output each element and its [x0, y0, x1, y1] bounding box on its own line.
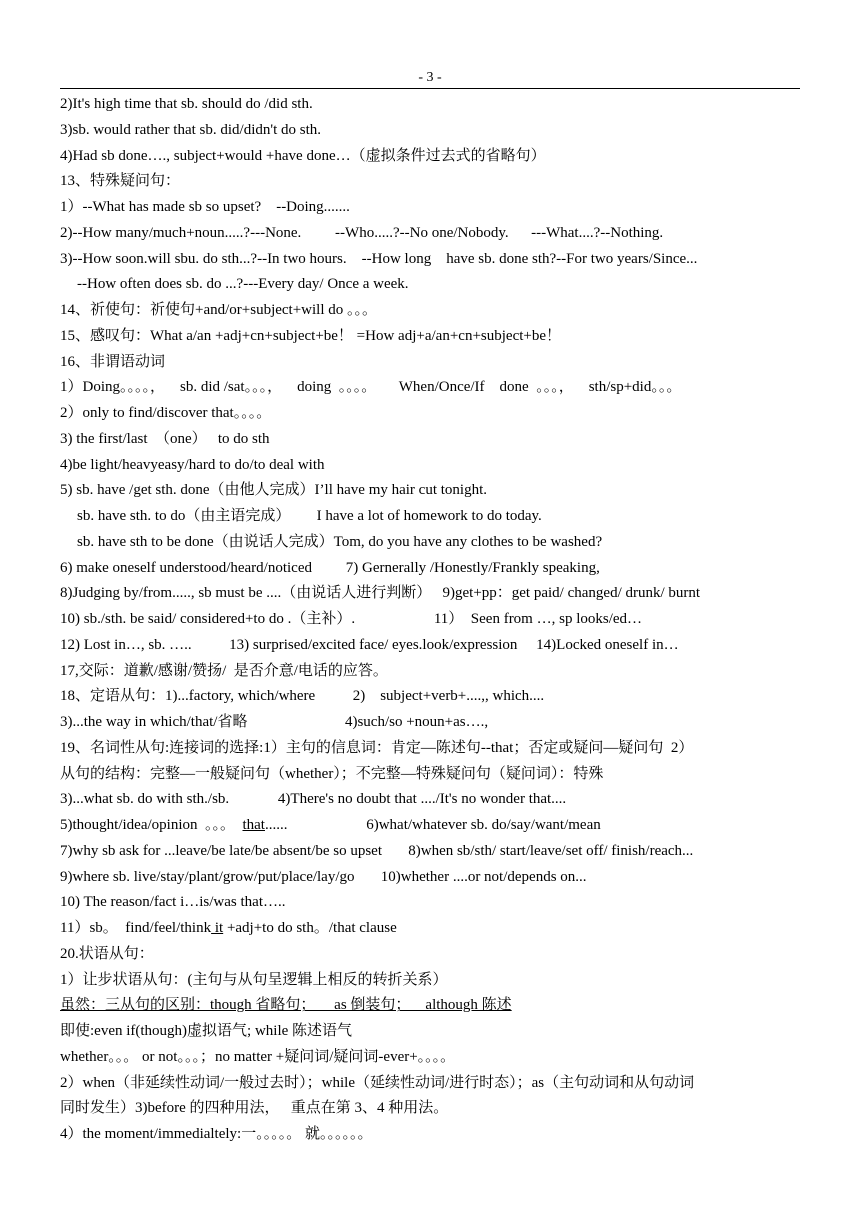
text-line: 即使:even if(though)虚拟语气; while 陈述语气	[60, 1023, 353, 1039]
text-line: 6) make oneself understood/heard/noticed 7) Gernerally /Honestly/Frankly speaking,	[60, 559, 600, 576]
section-heading: 20.状语从句：	[60, 945, 154, 962]
text-line: 1）--What has made sb so upset? --Doing.......	[60, 199, 350, 215]
section-heading: 17,交际：道歉/感谢/赞扬/ 是否介意/电话的应答。	[60, 662, 388, 679]
text-line: 8)Judging by/from....., sb must be ....（由说话人进行判断） 9)get+pp：get paid/ changed/ drunk/ burnt	[60, 585, 701, 602]
text-line: 3)...what sb. do with sth./sb. 4)There's no doubt that ..../It's no wonder that....	[60, 791, 567, 808]
text-line: 3)sb. would rather that sb. did/didn't do sth.	[60, 121, 322, 138]
underlined-word: it	[211, 920, 224, 936]
text-line: 4)Had sb done…., subject+would +have done…（虚拟条件过去式的省略句）	[60, 147, 546, 164]
text-line: 1）Doing。。。。， sb. did /sat。。。， doing 。。。。 When/Once/If done 。。。， sth/sp+did。。。	[60, 379, 682, 396]
text-line: sb. have sth. to do（由主语完成） I have a lot of homework to do today.	[77, 508, 542, 524]
section-heading: 15、感叹句：What a/an +adj+cn+subject+be！ =How adj+a/an+cn+subject+be！	[60, 327, 562, 344]
section-heading: 16、非谓语动词	[60, 353, 166, 370]
underlined-line: 虽然：三从句的区别：though 省略句； as 倒装句； although 陈述	[60, 997, 512, 1014]
text-line: 3)...the way in which/that/省略 4)such/so +noun+as….,	[60, 714, 489, 730]
text-line: 7)why sb ask for ...leave/be late/be absent/be so upset 8)when sb/sth/ start/leave/set off/ finish/reach...	[60, 842, 694, 859]
section-heading: 19、名词性从句:连接词的选择:1）主句的信息词：肯定—陈述句--that；否定或疑问—疑问句 2）	[60, 739, 694, 756]
text-line: 2)It's high time that sb. should do /did sth.	[60, 96, 313, 112]
text-line: 2)--How many/much+noun.....?---None. --Who.....?--No one/Nobody. ---What....?--Nothing.	[60, 224, 664, 241]
text-line: 5) sb. have /get sth. done（由他人完成）I’ll have my hair cut tonight.	[60, 482, 488, 499]
text-segment: 11）sb。 find/feel/think	[60, 920, 212, 936]
text-line: 12) Lost in…, sb. ….. 13) surprised/excited face/ eyes.look/expression 14)Locked oneself in…	[60, 636, 679, 653]
text-line: whether。。。 or not。。。；no matter +疑问词/疑问词-ever+。。。。	[60, 1048, 456, 1065]
text-line	[60, 916, 805, 942]
text-line: 同时发生）3)before 的四种用法， 重点在第 3、4 种用法。	[60, 1100, 449, 1117]
section-heading: 14、祈使句：祈使句+and/or+subject+will do 。。。	[60, 302, 378, 318]
text-line: --How often does sb. do ...?---Every day/ Once a week.	[77, 276, 409, 293]
text-line: 1）让步状语从句：(主句与从句呈逻辑上相反的转折关系）	[60, 971, 448, 988]
header-rule	[60, 88, 800, 89]
text-line: 从句的结构：完整—一般疑问句（whether）；不完整—特殊疑问句（疑问词）：特殊	[60, 765, 604, 782]
text-segment: +adj+to do sth。/that clause	[223, 920, 397, 936]
text-line: sb. have sth to be done（由说话人完成）Tom, do you have any clothes to be washed?	[77, 533, 603, 550]
text-line: 3) the first/last （one） to do sth	[60, 430, 270, 447]
text-line: 10) sb./sth. be said/ considered+to do .（主补）. 11） Seen from …, sp looks/ed…	[60, 611, 643, 627]
underlined-word: that	[242, 817, 265, 833]
text-line: 4）the moment/immedialtely:一。。。。。 就。。。。。。	[60, 1126, 373, 1142]
section-heading: 13、特殊疑问句：	[60, 173, 181, 190]
text-segment: ...... 6)what/whatever sb. do/say/want/mean	[264, 817, 601, 833]
text-segment: 5)thought/idea/opinion 。。。	[60, 817, 243, 833]
document-body	[60, 92, 805, 1148]
text-line: 10) The reason/fact i…is/was that…..	[60, 894, 286, 911]
page-number: - 3 -	[418, 70, 442, 85]
section-heading: 18、定语从句：1)...factory, which/where 2) subject+verb+....,, which....	[60, 688, 545, 705]
text-line	[60, 813, 805, 839]
text-line: 9)where sb. live/stay/plant/grow/put/place/lay/go 10)whether ....or not/depends on...	[60, 868, 587, 885]
text-line: 2）only to find/discover that。。。。	[60, 405, 272, 421]
text-line: 2）when（非延续性动词/一般过去时）；while（延续性动词/进行时态）；as（主句动词和从句动词	[60, 1074, 695, 1091]
text-line: 4)be light/heavyeasy/hard to do/to deal with	[60, 456, 325, 473]
text-line: 3)--How soon.will sbu. do sth...?--In two hours. --How long have sb. done sth?--For two years/Since...	[60, 250, 698, 267]
